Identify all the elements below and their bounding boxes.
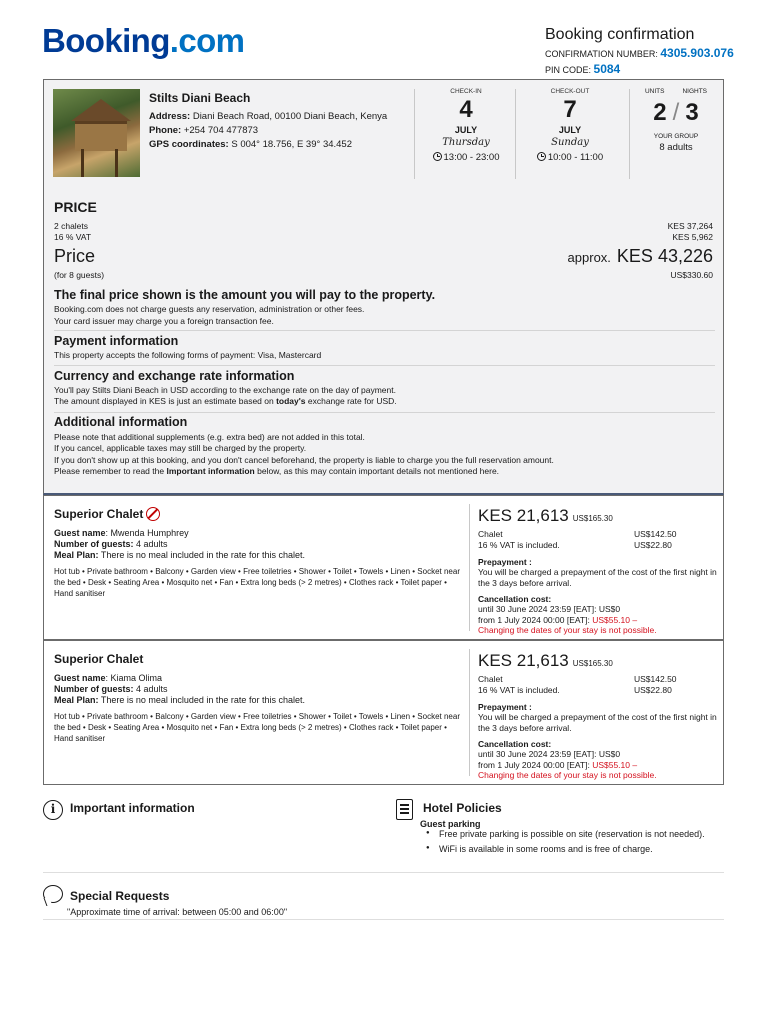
- price-label: Price: [54, 246, 96, 266]
- amenities-list: Hot tub • Private bathroom • Balcony • Garden view • Free toiletries • Shower • Toilet • Towels • Linen • Socket near the bed • Desk • Seating Area • Mosquito net • Fan • Extra long beds (> 2 metres) • Clothes rack • Toilet paper • Hand sanitiser: [54, 712, 460, 743]
- price-line-vat: 16 % VAT: [54, 232, 92, 242]
- cancellation-line-2: from 1 July 2024 00:00 [EAT]: US$55.10 –: [478, 614, 638, 625]
- meal-plan: Meal Plan: There is no meal included in the rate for this chalet.: [54, 695, 305, 705]
- no-smoking-icon: [146, 507, 160, 521]
- payment-text: This property accepts the following forms of payment: Visa, Mastercard: [54, 350, 322, 360]
- checkout-column: [520, 88, 620, 163]
- units-value: 2: [653, 99, 667, 126]
- room-card: [43, 640, 724, 785]
- stay-summary: [636, 88, 716, 153]
- price-line-chalets: 2 chalets: [54, 221, 89, 231]
- date-change-note: Changing the dates of your stay is not possible.: [478, 625, 657, 635]
- additional-text-4: Please remember to read the Important information below, as this may contain important details not mentioned here.: [54, 466, 500, 476]
- hotel-phone: Phone: +254 704 477873: [149, 125, 259, 136]
- total-usd: US$330.60: [670, 270, 713, 280]
- guest-name: Guest name: Kiama Olima: [54, 673, 163, 683]
- room-card: [43, 495, 724, 640]
- payment-heading: Payment information: [54, 334, 179, 348]
- prepayment-text: You will be charged a prepayment of the cost of the first night in the 3 days before arrival.: [478, 567, 717, 588]
- chalet-cost: Chalet US$142.50: [478, 674, 677, 684]
- clock-icon: [537, 152, 546, 161]
- checkout-label: CHECK-OUT: [550, 88, 590, 95]
- room-price: KES 21,613 US$165.30: [478, 651, 613, 670]
- special-request-text: "Approximate time of arrival: between 05:00 and 06:00": [67, 907, 288, 917]
- divider: [469, 504, 470, 631]
- checkout-time: 10:00 - 11:00: [520, 152, 620, 163]
- guest-count: Number of guests: 4 adults: [54, 684, 168, 694]
- additional-text-2: If you cancel, applicable taxes may still be charged by the property.: [54, 443, 307, 453]
- cancellation-line-2: from 1 July 2024 00:00 [EAT]: US$55.10 –: [478, 759, 638, 770]
- confirmation-box: [545, 26, 734, 76]
- vat-cost: 16 % VAT is included. US$22.80: [478, 685, 672, 695]
- checkout-day: 7: [563, 96, 577, 123]
- confirmation-title: Booking confirmation: [545, 26, 695, 43]
- clock-icon: [433, 152, 442, 161]
- checkin-month: JULY: [454, 125, 478, 135]
- divider: [54, 365, 715, 366]
- total-price: approx. KES 43,226: [567, 246, 713, 266]
- divider: [54, 412, 715, 413]
- policy-item: ● WiFi is available in some rooms and is free of charge.: [426, 844, 653, 854]
- hotel-address: Address: Diani Beach Road, 00100 Diani Beach, Kenya: [149, 111, 388, 122]
- currency-text-1: You'll pay Stilts Diani Beach in USD according to the exchange rate on the day of payment.: [54, 385, 396, 395]
- units-label: UNITS: [644, 88, 665, 95]
- room-title: Superior Chalet: [54, 507, 160, 521]
- hotel-policies-heading: Hotel Policies: [423, 801, 502, 815]
- cancellation-title: Cancellation cost:: [478, 739, 552, 749]
- confirmation-number-label: CONFIRMATION NUMBER:: [545, 49, 658, 59]
- divider: [43, 872, 724, 873]
- speech-bubble-icon: [43, 885, 63, 903]
- hotel-photo: [53, 89, 140, 177]
- vat-cost: 16 % VAT is included. US$22.80: [478, 540, 672, 550]
- currency-text-2: The amount displayed in KES is just an estimate based on today's exchange rate for USD.: [54, 396, 397, 406]
- booking-summary: [43, 79, 724, 495]
- pin-code-line: [545, 62, 734, 76]
- slash-divider: /: [672, 99, 680, 126]
- room-price: KES 21,613 US$165.30: [478, 506, 613, 525]
- additional-text-3: If you don't show up at this booking, and you don't cancel beforehand, the property is liable to charge you the full reservation amount.: [54, 455, 554, 465]
- meal-plan: Meal Plan: There is no meal included in the rate for this chalet.: [54, 550, 305, 560]
- policy-item: ● Free private parking is possible on site (reservation is not needed).: [426, 829, 705, 839]
- divider: [515, 89, 516, 179]
- logo-suffix: .com: [169, 22, 245, 59]
- divider: [629, 89, 630, 179]
- prepayment-text: You will be charged a prepayment of the cost of the first night in the 3 days before arrival.: [478, 712, 717, 733]
- hotel-gps: GPS coordinates: S 004° 18.756, E 39° 34.452: [149, 139, 352, 150]
- divider: [54, 330, 715, 331]
- checkin-weekday: Thursday: [442, 137, 490, 148]
- special-requests-heading: Special Requests: [70, 889, 170, 903]
- cancellation-line-1: until 30 June 2024 23:59 [EAT]: US$0: [478, 604, 621, 614]
- price-chalets-value: KES 37,264: [667, 221, 713, 231]
- nights-label: NIGHTS: [682, 88, 708, 95]
- confirmation-number: 4305.903.076: [660, 46, 734, 60]
- date-change-note: Changing the dates of your stay is not possible.: [478, 770, 657, 780]
- guest-parking-heading: Guest parking: [420, 819, 481, 829]
- checkin-day: 4: [459, 96, 473, 123]
- chalet-cost: Chalet US$142.50: [478, 529, 677, 539]
- info-icon: i: [43, 800, 63, 820]
- guests-note: (for 8 guests): [54, 270, 105, 280]
- nights-value: 3: [685, 99, 699, 126]
- logo-main: Booking: [42, 22, 170, 59]
- final-price-text-2: Your card issuer may charge you a foreign transaction fee.: [54, 316, 274, 326]
- divider: [414, 89, 415, 179]
- currency-heading: Currency and exchange rate information: [54, 369, 295, 383]
- guest-count: Number of guests: 4 adults: [54, 539, 168, 549]
- amenities-list: Hot tub • Private bathroom • Balcony • Garden view • Free toiletries • Shower • Toilet • Towels • Linen • Socket near the bed • Desk • Seating Area • Mosquito net • Fan • Extra long beds (> 2 metres) • Clothes rack • Toilet paper • Hand sanitiser: [54, 567, 460, 598]
- final-price-text-1: Booking.com does not charge guests any reservation, administration or other fees.: [54, 304, 365, 314]
- confirmation-number-line: [545, 46, 734, 60]
- checkout-weekday: Sunday: [551, 137, 589, 148]
- pin-code-label: PIN CODE:: [545, 65, 592, 75]
- cancellation-title: Cancellation cost:: [478, 594, 552, 604]
- divider: [43, 919, 724, 920]
- checkin-label: CHECK-IN: [450, 88, 482, 95]
- price-vat-value: KES 5,962: [672, 232, 713, 242]
- checkin-time: 13:00 - 23:00: [418, 152, 514, 163]
- pin-code: 5084: [593, 62, 621, 76]
- price-title: PRICE: [54, 199, 97, 215]
- room-title: Superior Chalet: [54, 652, 144, 666]
- room-pricing: [478, 506, 718, 636]
- checkin-column: [418, 88, 514, 163]
- group-value: 8 adults: [659, 142, 693, 153]
- divider: [469, 649, 470, 776]
- room-pricing: [478, 651, 718, 781]
- group-label: YOUR GROUP: [653, 133, 699, 140]
- hotel-name: Stilts Diani Beach: [149, 91, 251, 105]
- important-info-heading: Important information: [70, 801, 195, 815]
- policy-document-icon: [396, 799, 413, 820]
- additional-heading: Additional information: [54, 415, 188, 429]
- cancellation-line-1: until 30 June 2024 23:59 [EAT]: US$0: [478, 749, 621, 759]
- prepayment-title: Prepayment :: [478, 702, 532, 712]
- additional-text-1: Please note that additional supplements (e.g. extra bed) are not added in this total.: [54, 432, 365, 442]
- final-price-heading: The final price shown is the amount you will pay to the property.: [54, 288, 436, 302]
- guest-name: Guest name: Mwenda Humphrey: [54, 528, 189, 538]
- checkout-month: JULY: [558, 125, 582, 135]
- prepayment-title: Prepayment :: [478, 557, 532, 567]
- booking-logo: [42, 22, 244, 60]
